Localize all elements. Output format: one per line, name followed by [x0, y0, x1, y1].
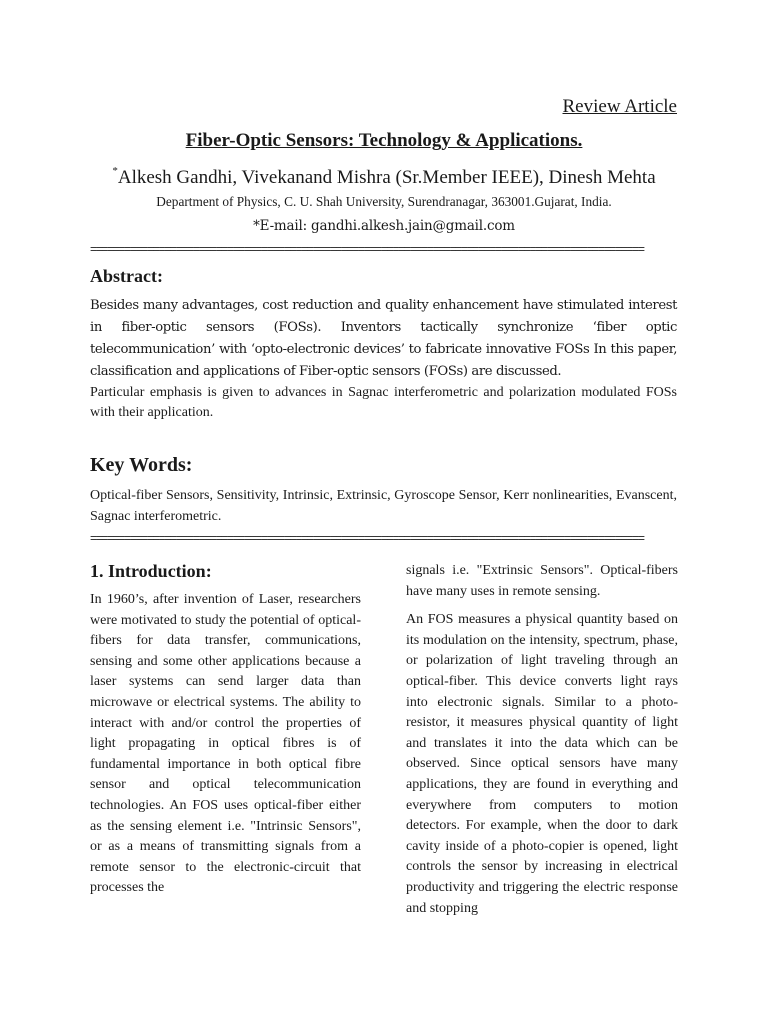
keywords-text: Optical-fiber Sensors, Sensitivity, Intrinsic, Extrinsic, Gyroscope Sensor, Kerr nonlinearities, Evanscent, Sagnac interferometric. — [90, 488, 677, 524]
paper-title: Fiber-Optic Sensors: Technology & Applications. — [185, 130, 583, 151]
introduction-left-column — [90, 590, 361, 899]
abstract-heading: Abstract: — [90, 266, 163, 286]
introduction-right-column — [406, 561, 678, 919]
abstract-text-part1: Besides many advantages, cost reduction and quality enhancement have stimulated interest in fiber-optic sensors (FOSs). Inventors tactically synchronize ‘fiber optic telecommunication’ with ‘opto-electronic devices’ to fabricate innovative FOSs In this paper, classification and applications of Fiber-optic sensors (FOSs) are discussed. — [90, 298, 677, 379]
author-asterisk: * — [112, 165, 118, 177]
abstract-body — [90, 295, 677, 423]
author-line — [0, 165, 768, 189]
abstract-text-part2: Particular emphasis is given to advances in Sagnac interferometric and polarization modulated FOSs with their application. — [90, 385, 677, 420]
introduction-paragraph-3: An FOS measures a physical quantity based on its modulation on the intensity, spectrum, phase, or polarization of light traveling through an optical-fiber. This device converts light rays into electronic signals. Similar to a photo-resistor, it measures physical quantity of light and translates it into the data which can be observed. Since optical sensors have many applications, they are found in everything and everywhere from computers to motion detectors. For example, when the door to dark cavity inside of a photo-copier is opened, light controls the sensor by increasing in electrical productivity and triggering the electric response and stopping — [406, 612, 678, 916]
author-names: Alkesh Gandhi, Vivekanand Mishra (Sr.Member IEEE), Dinesh Mehta — [117, 167, 656, 188]
introduction-heading: 1. Introduction: — [90, 561, 212, 581]
separator-line-bottom: ================================================================================================= — [90, 532, 644, 544]
separator-line-top: ================================================================================================= — [90, 243, 644, 255]
contact-email: *E-mail: gandhi.alkesh.jain@gmail.com — [253, 218, 515, 234]
introduction-paragraph-1: In 1960’s, after invention of Laser, researchers were motivated to study the potential of optical-fibers for data transfer, communications, sensing and some other applications because a laser systems can send larger data than microwave or electrical systems. The ability to interact with and/or control the properties of light propagating in optical fibres is of fundamental importance in both optical fibre sensor and optical telecommunication technologies. An FOS uses optical-fiber either as the sensing element i.e. "Intrinsic Sensors", or as a means of transmitting signals from a remote sensor to the electronic-circuit that processes the — [90, 592, 361, 896]
keywords-heading: Key Words: — [90, 454, 193, 476]
introduction-paragraph-2: signals i.e. "Extrinsic Sensors". Optical-fibers have many uses in remote sensing. — [406, 563, 678, 599]
affiliation: Department of Physics, C. U. Shah University, Surendranagar, 363001.Gujarat, India. — [156, 194, 612, 209]
article-type-label: Review Article — [562, 96, 677, 117]
